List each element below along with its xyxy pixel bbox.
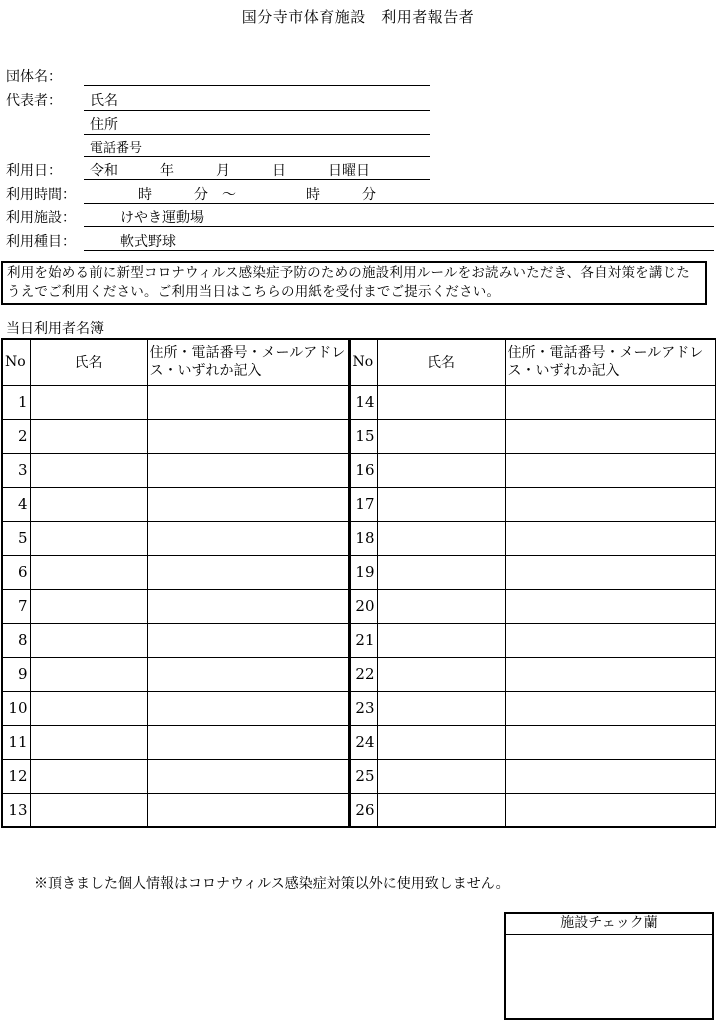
table-row — [2, 623, 716, 657]
table-row — [2, 657, 716, 691]
name-cell[interactable] — [30, 657, 147, 691]
facility-underline — [84, 226, 714, 227]
table-row — [2, 759, 716, 793]
contact-cell[interactable] — [505, 385, 716, 419]
time-field[interactable]: 時 分 〜 時 分 — [138, 187, 376, 203]
contact-cell[interactable] — [505, 623, 716, 657]
contact-header: 住所・電話番号・メールアドレス・いずれか記入 — [505, 339, 716, 385]
page-title: 国分寺市体育施設 利用者報告者 — [241, 8, 475, 26]
row-number: 13 — [2, 793, 30, 827]
facility-value: けやき運動場 — [120, 210, 204, 226]
name-cell[interactable] — [30, 385, 147, 419]
roster-title: 当日利用者名簿 — [6, 321, 104, 337]
row-number: 5 — [2, 521, 30, 555]
row-number: 6 — [2, 555, 30, 589]
date-field[interactable]: 令和 年 月 日 日曜日 — [90, 163, 370, 179]
contact-cell[interactable] — [147, 759, 349, 793]
row-number: 26 — [349, 793, 377, 827]
name-cell[interactable] — [377, 419, 505, 453]
name-cell[interactable] — [30, 759, 147, 793]
facility-check-area[interactable] — [506, 935, 712, 1019]
representative-label: 代表者： — [6, 93, 62, 109]
contact-cell[interactable] — [147, 623, 349, 657]
table-row — [2, 419, 716, 453]
row-number: 10 — [2, 691, 30, 725]
name-cell[interactable] — [30, 453, 147, 487]
sport-type-underline — [84, 250, 714, 251]
name-cell[interactable] — [377, 725, 505, 759]
group-name-field[interactable] — [84, 85, 430, 86]
row-number: 8 — [2, 623, 30, 657]
no-header: No — [2, 339, 30, 385]
contact-cell[interactable] — [147, 521, 349, 555]
name-cell[interactable] — [377, 385, 505, 419]
contact-cell[interactable] — [147, 725, 349, 759]
contact-cell[interactable] — [147, 419, 349, 453]
name-cell[interactable] — [30, 793, 147, 827]
contact-cell[interactable] — [505, 691, 716, 725]
sport-type-label: 利用種目： — [6, 234, 76, 250]
name-cell[interactable] — [30, 589, 147, 623]
name-cell[interactable] — [377, 521, 505, 555]
facility-check-box — [504, 912, 714, 1020]
row-number: 3 — [2, 453, 30, 487]
contact-cell[interactable] — [147, 487, 349, 521]
name-cell[interactable] — [377, 555, 505, 589]
date-label: 利用日： — [6, 163, 62, 179]
rep-phone-field[interactable] — [84, 156, 430, 157]
contact-cell[interactable] — [147, 555, 349, 589]
name-cell[interactable] — [377, 453, 505, 487]
row-number: 11 — [2, 725, 30, 759]
row-number: 20 — [349, 589, 377, 623]
contact-cell[interactable] — [147, 793, 349, 827]
table-row — [2, 453, 716, 487]
row-number: 18 — [349, 521, 377, 555]
table-row — [2, 691, 716, 725]
row-number: 15 — [349, 419, 377, 453]
name-cell[interactable] — [377, 589, 505, 623]
rep-name-field[interactable] — [84, 110, 430, 111]
contact-cell[interactable] — [505, 793, 716, 827]
contact-cell[interactable] — [505, 759, 716, 793]
contact-cell[interactable] — [147, 385, 349, 419]
contact-header: 住所・電話番号・メールアドレス・いずれか記入 — [147, 339, 349, 385]
name-header: 氏名 — [30, 339, 147, 385]
contact-cell[interactable] — [505, 555, 716, 589]
time-underline — [84, 203, 714, 204]
contact-cell[interactable] — [505, 521, 716, 555]
contact-cell[interactable] — [147, 657, 349, 691]
table-row — [2, 385, 716, 419]
row-number: 23 — [349, 691, 377, 725]
roster-table — [1, 338, 716, 828]
row-number: 22 — [349, 657, 377, 691]
time-label: 利用時間： — [6, 187, 76, 203]
rep-address-field[interactable] — [84, 134, 430, 135]
contact-cell[interactable] — [505, 589, 716, 623]
table-row — [2, 487, 716, 521]
rep-address-label: 住所 — [90, 117, 118, 133]
contact-cell[interactable] — [147, 589, 349, 623]
row-number: 24 — [349, 725, 377, 759]
row-number: 4 — [2, 487, 30, 521]
name-cell[interactable] — [30, 521, 147, 555]
roster-header-row — [2, 339, 716, 385]
contact-cell[interactable] — [147, 691, 349, 725]
group-name-label: 団体名： — [6, 69, 62, 85]
notice-box: 利用を始める前に新型コロナウィルス感染症予防のための施設利用ルールをお読みいただき、各自対策を講じたうえでご利用ください。ご利用当日はこちらの用紙を受付までご提示ください。 — [1, 261, 707, 305]
name-cell[interactable] — [30, 725, 147, 759]
name-cell[interactable] — [30, 419, 147, 453]
name-cell[interactable] — [377, 759, 505, 793]
privacy-footnote: ※頂きました個人情報はコロナウィルス感染症対策以外に使用致しません。 — [34, 876, 510, 892]
row-number: 12 — [2, 759, 30, 793]
table-row — [2, 725, 716, 759]
table-row — [2, 555, 716, 589]
row-number: 16 — [349, 453, 377, 487]
contact-cell[interactable] — [147, 453, 349, 487]
row-number: 17 — [349, 487, 377, 521]
contact-cell[interactable] — [505, 487, 716, 521]
contact-cell[interactable] — [505, 419, 716, 453]
row-number: 19 — [349, 555, 377, 589]
row-number: 1 — [2, 385, 30, 419]
name-cell[interactable] — [30, 691, 147, 725]
contact-cell[interactable] — [505, 657, 716, 691]
row-number: 9 — [2, 657, 30, 691]
facility-check-title: 施設チェック蘭 — [506, 914, 712, 935]
rep-name-label: 氏名 — [90, 93, 118, 109]
row-number: 7 — [2, 589, 30, 623]
contact-cell[interactable] — [505, 453, 716, 487]
sport-type-value: 軟式野球 — [120, 234, 176, 250]
name-cell[interactable] — [377, 691, 505, 725]
name-cell[interactable] — [377, 793, 505, 827]
name-cell[interactable] — [377, 623, 505, 657]
name-cell[interactable] — [30, 623, 147, 657]
name-cell[interactable] — [377, 487, 505, 521]
contact-cell[interactable] — [505, 725, 716, 759]
name-cell[interactable] — [377, 657, 505, 691]
table-row — [2, 589, 716, 623]
rep-phone-label: 電話番号 — [90, 141, 143, 156]
name-cell[interactable] — [30, 555, 147, 589]
no-header: No — [349, 339, 377, 385]
date-underline — [84, 179, 430, 180]
row-number: 2 — [2, 419, 30, 453]
row-number: 21 — [349, 623, 377, 657]
name-header: 氏名 — [377, 339, 505, 385]
table-row — [2, 521, 716, 555]
name-cell[interactable] — [30, 487, 147, 521]
row-number: 14 — [349, 385, 377, 419]
row-number: 25 — [349, 759, 377, 793]
table-row — [2, 793, 716, 827]
facility-label: 利用施設： — [6, 210, 76, 226]
